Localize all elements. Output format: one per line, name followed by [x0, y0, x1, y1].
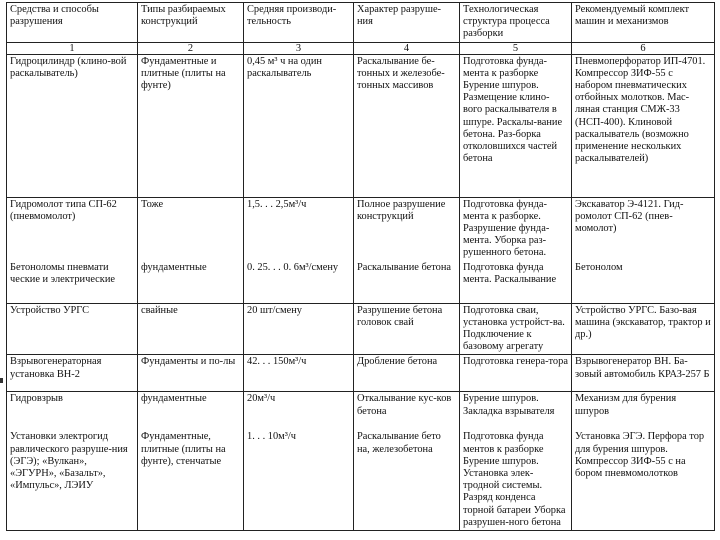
- machinery-table: [6, 2, 715, 531]
- table-cell: Гидроцилиндр (клино-вой раскалыватель): [7, 54, 138, 197]
- margin-bullet: [0, 378, 3, 383]
- table-row: [7, 430, 715, 530]
- header-cell: Технологическая структура процесса разборки: [460, 3, 572, 43]
- table-cell: Механизм для бурения шпуров: [572, 392, 715, 431]
- table-cell: Установки электрогид равлического разруше-ния (ЭГЭ); «Вулкан», «ЭГУРН», «Базальт», «Импульс», ЛЭИУ: [7, 430, 138, 530]
- table-cell: Фундаменты и по-лы: [138, 355, 244, 392]
- table-cell: Взрывогенераторная установка ВН-2: [7, 355, 138, 392]
- table-cell: Подготовка фунда-мента к разборке Бурение шпуров. Размещение клино-вого раскалывателя в шпуре. Раскалы-вание бетона. Раз-борка отколовшихся частей бетона: [460, 54, 572, 197]
- table-row: [7, 197, 715, 261]
- table-cell: 20м³/ч: [244, 392, 354, 431]
- table-cell: Установка ЭГЭ. Перфора тор для бурения шпуров. Компрессор ЗИФ-55 с на бором пневмомолотков: [572, 430, 715, 530]
- table-cell: Устройство УРГС: [7, 303, 138, 355]
- table-cell: 0. 25. . . 0. 6м³/смену: [244, 261, 354, 304]
- table-cell: Подготовка фунда-мента к разборке. Разрушение фунда-мента. Уборка раз-рушенного бетона.: [460, 197, 572, 261]
- table-row: [7, 355, 715, 392]
- table-row: [7, 261, 715, 304]
- table-cell: Гидровзрыв: [7, 392, 138, 431]
- table-cell: Гидромолот типа СП-62 (пневмомолот): [7, 197, 138, 261]
- table-cell: Тоже: [138, 197, 244, 261]
- table-cell: Подготовка сваи, установка устройст-ва. Подключение к базовому агрегату: [460, 303, 572, 355]
- column-number: 1: [7, 42, 138, 54]
- table-cell: Полное разрушение конструкций: [354, 197, 460, 261]
- header-row: [7, 3, 715, 43]
- table-cell: Фундаментные, плитные (плиты на фунте), стенчатые: [138, 430, 244, 530]
- table-cell: 42. . . 150м³/ч: [244, 355, 354, 392]
- table-cell: Фундаментные и плитные (плиты на фунте): [138, 54, 244, 197]
- header-cell: Рекомендуемый комплект машин и механизмов: [572, 3, 715, 43]
- header-cell: Характер разруше-ния: [354, 3, 460, 43]
- table-cell: Откалывание кус-ков бетона: [354, 392, 460, 431]
- table-cell: Раскалывание бе-тонных и железобе-тонных массивов: [354, 54, 460, 197]
- column-number: 3: [244, 42, 354, 54]
- table-cell: Раскалывание бето на, железобетона: [354, 430, 460, 530]
- column-number: 5: [460, 42, 572, 54]
- column-number: 2: [138, 42, 244, 54]
- table-cell: Подготовка фунда ментов к разборке Бурение шпуров. Установка элек-тродной системы. Разряд конденса торной батареи Уборка разрушен-ного бетона: [460, 430, 572, 530]
- table-cell: 1. . . 10м³/ч: [244, 430, 354, 530]
- table-cell: Взрывогенератор ВН. Ба-зовый автомобиль КРАЗ-257 Б: [572, 355, 715, 392]
- table-cell: 1,5. . . 2,5м³/ч: [244, 197, 354, 261]
- table-cell: Пневмоперфоратор ИП-4701. Компрессор ЗИФ-55 с набором пневматических отбойных молотков. Мас-ляная станция СМЖ-33 (НСП-400). Клиновой раскалыватель (возможно применение нескольких раскалывателей): [572, 54, 715, 197]
- table-row: [7, 392, 715, 431]
- header-cell: Типы разбираемых конструкций: [138, 3, 244, 43]
- table-cell: Разрушение бетона головок свай: [354, 303, 460, 355]
- table-cell: фундаментные: [138, 261, 244, 304]
- table-cell: 0,45 м³ ч на один раскалыватель: [244, 54, 354, 197]
- table-cell: Бурение шпуров. Закладка взрывателя: [460, 392, 572, 431]
- table-cell: Бетонолом: [572, 261, 715, 304]
- table-cell: фундаментные: [138, 392, 244, 431]
- column-number: 4: [354, 42, 460, 54]
- column-number: 6: [572, 42, 715, 54]
- table-cell: Устройство УРГС. Базо-вая машина (экскаватор, трактор и др.): [572, 303, 715, 355]
- table-cell: 20 шт/смену: [244, 303, 354, 355]
- table-cell: Дробление бетона: [354, 355, 460, 392]
- header-cell: Средства и способы разрушения: [7, 3, 138, 43]
- table-cell: Экскаватор Э-4121. Гид-ромолот СП-62 (пнев-момолот): [572, 197, 715, 261]
- column-number-row: [7, 42, 715, 54]
- table-cell: свайные: [138, 303, 244, 355]
- table-cell: Раскалывание бетона: [354, 261, 460, 304]
- table-row: [7, 54, 715, 197]
- table-cell: Подготовка генера-тора: [460, 355, 572, 392]
- table-cell: Бетоноломы пневмати ческие и электрические: [7, 261, 138, 304]
- table-cell: Подготовка фунда мента. Раскалывание: [460, 261, 572, 304]
- table-row: [7, 303, 715, 355]
- header-cell: Средняя производи-тельность: [244, 3, 354, 43]
